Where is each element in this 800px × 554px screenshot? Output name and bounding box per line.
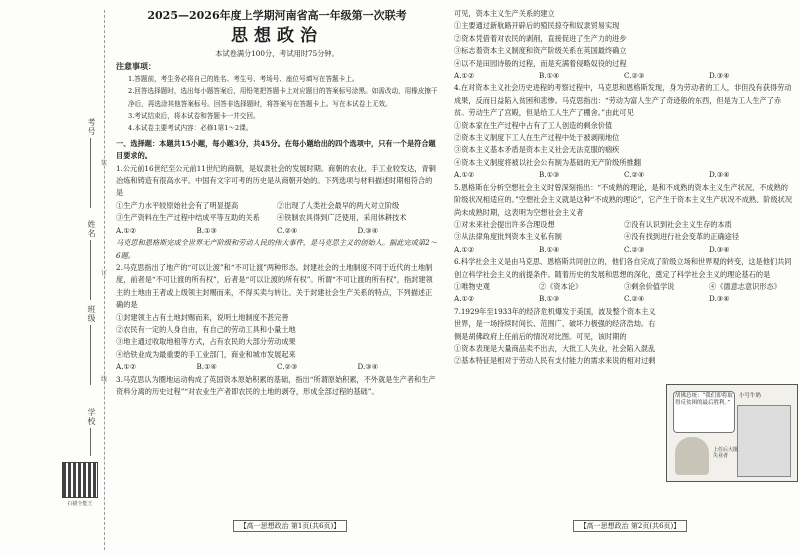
- statement: ②农民有一定的人身自由，有自己的劳动工具和小量土地: [116, 324, 296, 334]
- answer-option: B.①③: [196, 225, 217, 235]
- note-item: 3.考试结束后，将本试卷和答题卡一并交回。: [128, 112, 260, 121]
- statement: ③从法律角度批判资本主义私有制: [454, 232, 562, 242]
- answer-option: B.①③: [539, 170, 560, 180]
- statement: ①主要通过新航路开辟后的殖民掠夺和奴隶贸易实现: [454, 21, 620, 31]
- sidebar-label-exam-number: 考号: [87, 118, 96, 136]
- answer-option: B.①④: [539, 244, 560, 254]
- question-5-stem: 5.恩格斯在分析空想社会主义时曾深刻指出：“不成熟的理论，是和不成熟的资本主义生产状况、不成熟的阶级状况相适应的。”空想社会主义就是这种“不成熟的理论”，它产生于资本主义生产状况不成熟、阶级状况尚未成熟时期，这表明为空想社会主义者: [454, 182, 793, 217]
- page-2: [454, 8, 794, 368]
- statement: ④资本主义制度将被以社会公有制为基础的无产阶级所推翻: [454, 157, 641, 167]
- notes-title: 注意事项：: [116, 61, 156, 72]
- note-item: 4.本试卷主要考试内容：必修1第1～2课。: [128, 124, 253, 133]
- question-3-continued: 可见，资本主义生产关系的建立: [454, 9, 555, 18]
- page-1: [116, 8, 438, 398]
- statement: ②出现了人类社会最早的两大对立阶级: [277, 200, 400, 210]
- question-1-answers: [116, 225, 438, 237]
- statement: ②没有认识到社会主义生存的本质: [624, 219, 732, 229]
- answer-option: A.①②: [116, 362, 137, 372]
- question-3-stem: 3.马克思认为圈地运动构成了英国资本原始积累的基础，指出“所谓原始积累，不外就是生产者和生产资料分离的历史过程”“对农业生产者即农民的土地的剥夺，形成全部过程的基础”。: [116, 374, 436, 396]
- question-2-answers: [116, 361, 438, 373]
- question-4-stem: 4.在对资本主义社会历史进程的考察过程中，马克思和恩格斯发现，身为劳动者的工人，非但没有获得劳动成果，反而日益陷入贫困和悲惨。马克思指出：“劳动为富人生产了奇迹般的东西，但是为工人生产了赤贫。劳动生产了宫殿，但是给工人生产了棚舍。”由此可见: [454, 83, 792, 118]
- page-1-footer: [200, 520, 380, 532]
- statement: ③标志着资本主义制度和资产阶级关系在英国最终确立: [454, 46, 627, 56]
- statement: ③生产资料在生产过程中结成平等互助的关系: [116, 213, 260, 223]
- question-5-statements: [454, 219, 794, 231]
- answer-option: D.③④: [357, 362, 379, 372]
- footer-label: 【高一思想政治 第2页(共6页)】: [573, 520, 688, 532]
- statement: ①资本表现是大量商品卖不出去，大批工人失业，社会陷入混乱: [454, 343, 656, 353]
- statement: ④给铁业成为最重要的手工业部门，商业和城市发展起来: [116, 349, 296, 359]
- answer-option: C.②④: [277, 225, 298, 235]
- statement: ①唯物史观: [454, 281, 490, 291]
- question-7-cartoon: [666, 384, 798, 482]
- footer-label: 【高一思想政治 第1页(共6页)】: [233, 520, 348, 532]
- qr-caption: 扫描全能王: [67, 501, 93, 507]
- answer-option: B.①④: [196, 362, 217, 372]
- answer-option: C.②④: [624, 294, 645, 304]
- statement: ①对未来社会提出许多合理设想: [454, 219, 555, 229]
- statement: ②资本主义制度下工人在生产过程中处于被剥削地位: [454, 133, 620, 143]
- statement: ②《资本论》: [539, 281, 583, 291]
- sidebar-sep-xian: 线: [101, 376, 108, 383]
- statement: ②基本特征是相对于劳动人民有支付能力的需求来说的相对过剩: [454, 356, 656, 366]
- sidebar-underline: [90, 325, 91, 385]
- answer-option: C.②③: [277, 362, 298, 372]
- sidebar-label-school: 学校: [87, 408, 96, 426]
- section-heading: 一、选择题：本题共15小题，每小题3分，共45分。在每小题给出的四个选项中，只有一个是符合题目要求的。: [116, 138, 436, 161]
- answer-option: C.②③: [624, 71, 645, 81]
- answer-option: C.②③: [624, 244, 645, 254]
- sidebar-underline: [90, 138, 91, 208]
- question-6-stem: 6.科学社会主义是由马克思、恩格斯共同创立的，他们各自完成了阶级立场和世界观的转变，这是他们共同创立科学社会主义的前提条件。随着历史的发展和思想的深化，奠定了科学社会主义的理论基石的是: [454, 257, 792, 279]
- statement: ④铁制农具得到广泛使用，采用休耕技术: [277, 213, 407, 223]
- question-4-answers: [454, 169, 794, 181]
- answer-option: A.①②: [116, 225, 137, 235]
- exam-title: 2025—2026年度上学期河南省高一年级第一次联考: [147, 9, 407, 22]
- sidebar-underline: [90, 428, 91, 456]
- note-item: 2.回答选择题时，选出每小题答案后，用铅笔把答题卡上对应题目的答案标号涂黑。如需改动，用橡皮擦干净后，再选涂其他答案标号。回答非选择题时，将答案写在答题卡上。写在本试卷上无效。: [128, 87, 438, 108]
- sidebar-sep-zhuang: 装: [101, 160, 108, 167]
- cartoon-queue-figure: [737, 405, 791, 477]
- statement: ④以不是田园诗般的过程，而是充满着侵略奴役的过程: [454, 58, 627, 68]
- statement: ①资本家在生产过程中占有了工人创造的剩余价值: [454, 120, 613, 130]
- page-2-footer: [540, 520, 720, 532]
- statement: ③地主通过收取地租等方式，占有农民的大部分劳动成果: [116, 337, 296, 347]
- statement: ②资本凭借着对农民的剥削，直接促进了生产力的进步: [454, 33, 627, 43]
- question-7-stem: 7.1929年至1933年的经济危机爆发于美国，波及整个资本主义世界，是一场持续时间长、范围广、破坏力极强的经济浩劫。右侧是胡佛政府上任前后的情况对比图。可见，该时期的: [454, 306, 656, 341]
- answer-option: D.③④: [709, 294, 730, 304]
- speech-bubble-text: 胡佛总统：“我们即将取得反贫困的最后胜利。”: [675, 393, 733, 406]
- binding-dash-line: [104, 10, 105, 550]
- answer-option: A.①②: [454, 170, 475, 180]
- answer-option: A.①②: [454, 294, 475, 304]
- passage-note: 马克思和恩格斯完成全世界无产阶级和劳动人民的伟大事件，是马克思主义的创始人。据此完成第2～6题。: [116, 238, 437, 260]
- qr-code: [62, 462, 98, 498]
- answer-option: D.③④: [357, 225, 379, 235]
- cartoon-caption: 上任后大批失业者: [713, 447, 739, 459]
- subject-title: 思想政治: [231, 26, 323, 46]
- statement: ③剩余价值学说: [624, 281, 675, 291]
- sidebar-label-name: 姓名: [87, 220, 96, 238]
- answer-option: D.③④: [709, 71, 730, 81]
- statement: ①生产力水平较原始社会有了明显提高: [116, 200, 239, 210]
- sidebar-label-class: 班级: [87, 305, 96, 323]
- statement: ③资本主义基本矛盾是资本主义社会无法克服的痼疾: [454, 145, 620, 155]
- note-item: 1.答题前，考生务必将自己的姓名、考生号、考场号、座位号填写在答题卡上。: [128, 74, 359, 83]
- binding-sidebar: [0, 0, 108, 554]
- question-3-answers: [454, 70, 794, 82]
- exam-info: 本试卷满分100分，考试用时75分钟。: [215, 49, 339, 58]
- question-1-stem: 1.公元前16世纪至公元前11世纪的商朝，是奴隶社会的发展时期。商朝的农业、手工业较发达，青铜冶炼和铸造有很高水平。中国有文字可考的历史是从商朝开始的。下列选项与材料描述时期相符合的是: [116, 163, 436, 198]
- answer-option: C.②④: [624, 170, 645, 180]
- cartoon-president-figure: [675, 437, 709, 475]
- statement: ④没有找到进行社会变革的正确途径: [624, 232, 740, 242]
- answer-option: A.①②: [454, 244, 475, 254]
- answer-option: B.①④: [539, 71, 560, 81]
- question-5-answers: [454, 244, 794, 256]
- statement: ①封建领主占有土地封赐而来，说明土地制度不甚完善: [116, 312, 289, 322]
- question-5-statements: [454, 231, 794, 243]
- question-1-statements: [116, 200, 438, 212]
- answer-option: A.①②: [454, 71, 475, 81]
- answer-option: B.①③: [539, 294, 560, 304]
- cartoon-sign: 小号牛奶: [739, 393, 762, 399]
- sidebar-underline: [90, 240, 91, 300]
- question-6-statements: [454, 281, 794, 293]
- answer-option: D.③④: [709, 244, 730, 254]
- statement: ④《德意志意识形态》: [709, 281, 781, 291]
- question-1-statements: [116, 212, 438, 224]
- answer-option: D.③④: [709, 170, 730, 180]
- question-2-stem: 2.马克思指出了地产的“可以让渡”和“不可让渡”两种形态。封建社会的土地制度不同于近代的土地制度，前者是“不可让渡的所有权”，后者是“可以让渡的所有权”。所谓“不可让渡的所有权”，指封建领主的土地由王者或上级领主封赐而来，不得买卖与转让。关于封建社会生产关系的特点，下列描述正确的是: [116, 262, 433, 310]
- sidebar-sep-ding: 订: [101, 270, 108, 277]
- question-6-answers: [454, 293, 794, 305]
